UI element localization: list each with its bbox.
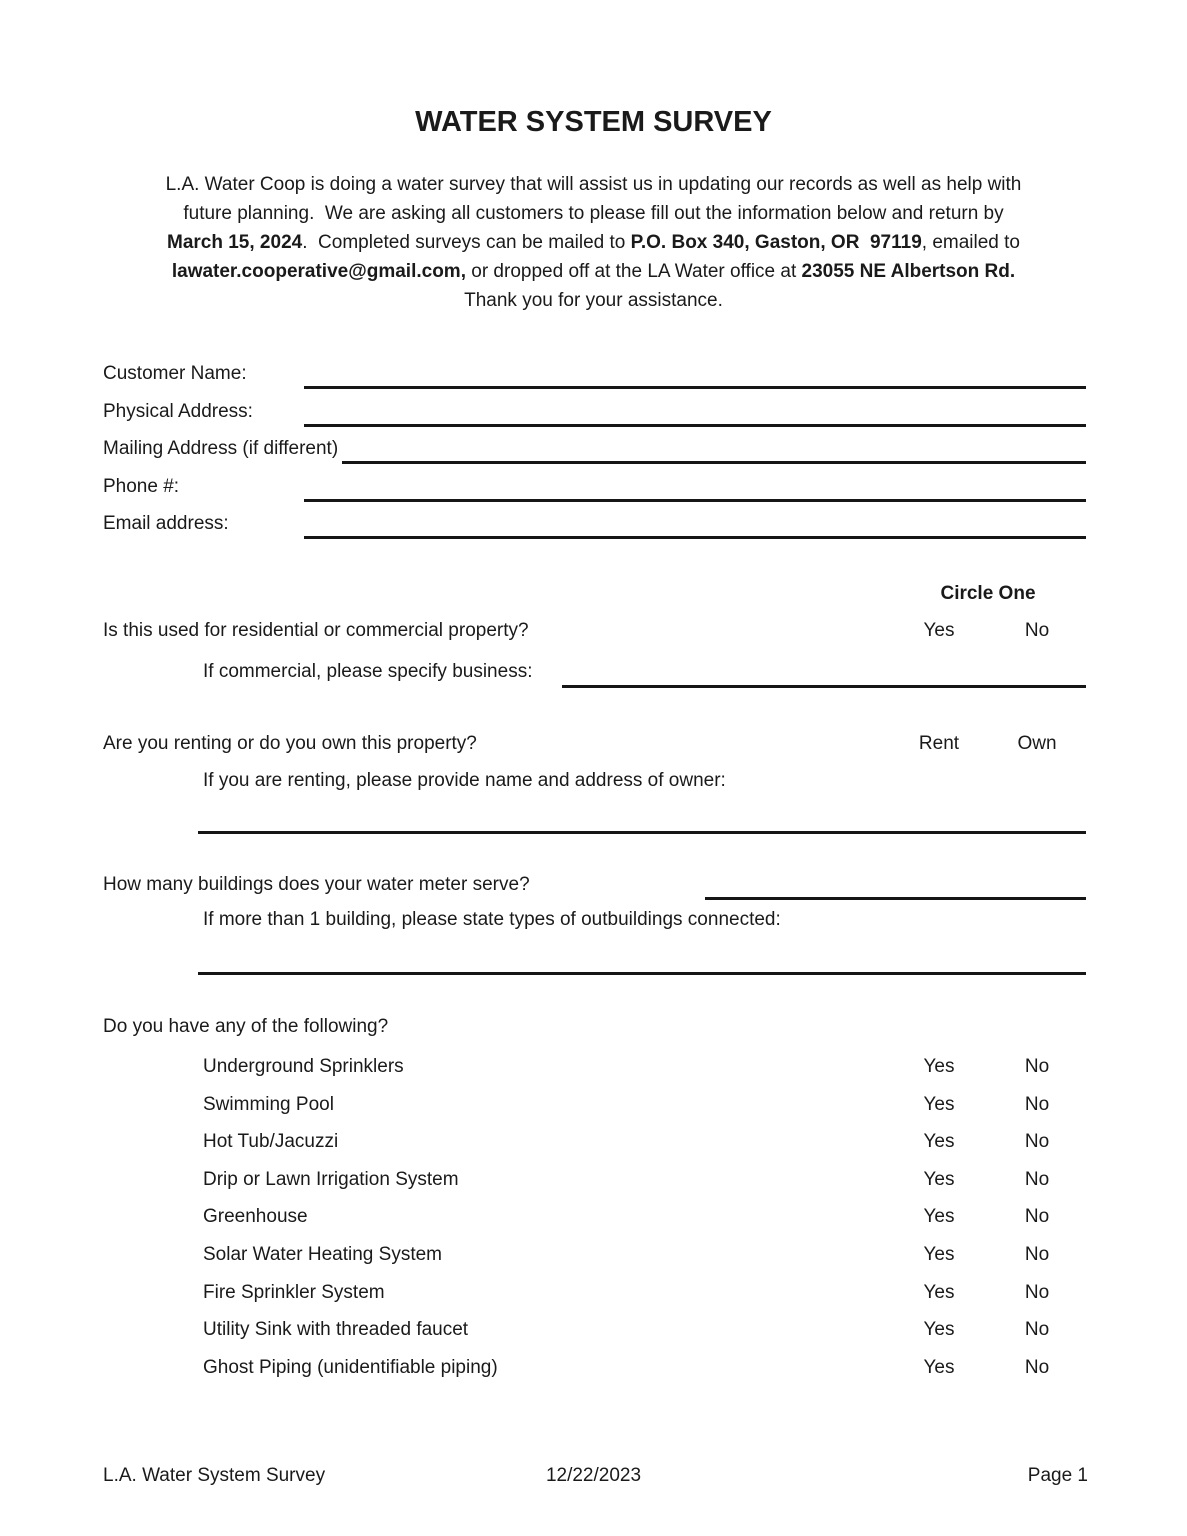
checklist-item-label: Solar Water Heating System bbox=[203, 1243, 442, 1265]
checklist-item-row bbox=[103, 1092, 1086, 1130]
question-renting-answers bbox=[890, 733, 1086, 755]
intro-bold-text: P.O. Box 340, Gaston, OR 97119 bbox=[630, 232, 922, 253]
checklist-item-answers bbox=[890, 1204, 1086, 1230]
question-buildings-row bbox=[103, 872, 1086, 900]
contact-fields-section bbox=[103, 361, 1086, 549]
answer-no: No bbox=[1024, 1168, 1050, 1190]
intro-text: future planning. We are asking all customers to please fill out the information below and return by bbox=[183, 203, 1004, 224]
intro-text: , emailed to bbox=[921, 232, 1020, 253]
intro-bold-text: March 15, 2024 bbox=[167, 232, 303, 253]
answer-yes: Yes bbox=[923, 1056, 955, 1077]
checklist-item-answers bbox=[890, 1355, 1086, 1381]
question-residential-text: Is this used for residential or commercial property? bbox=[103, 620, 529, 641]
checklist-item-answers bbox=[890, 1167, 1086, 1193]
checklist-item-label: Utility Sink with threaded faucet bbox=[203, 1319, 469, 1341]
blank-answer-line bbox=[304, 536, 1086, 539]
blank-answer-line bbox=[198, 972, 1086, 975]
field-label: Mailing Address (if different) bbox=[103, 438, 339, 459]
blank-answer-line bbox=[198, 831, 1086, 834]
answer-no: No bbox=[1024, 1281, 1050, 1303]
checklist-item-answers bbox=[890, 1317, 1086, 1343]
answer-yes: Yes bbox=[923, 1356, 955, 1378]
answer-rent: Rent bbox=[918, 733, 960, 754]
form-field-row bbox=[103, 399, 1086, 427]
question-renting-row bbox=[103, 733, 1086, 755]
checklist-item-label: Ghost Piping (unidentifiable piping) bbox=[203, 1356, 498, 1378]
blank-answer-line bbox=[562, 685, 1086, 688]
answer-no: No bbox=[1024, 1206, 1050, 1228]
intro-bold-text: 23055 NE Albertson Rd. bbox=[801, 261, 1016, 282]
answer-yes: Yes bbox=[923, 1243, 955, 1265]
answer-yes: Yes bbox=[923, 1093, 955, 1115]
blank-answer-line bbox=[342, 461, 1086, 464]
checklist-header-text: Do you have any of the following? bbox=[103, 1016, 389, 1037]
intro-text: L.A. Water Coop is doing a water survey that will assist us in updating our records as well as help with bbox=[165, 174, 1022, 195]
checklist-item-answers bbox=[890, 1054, 1086, 1080]
field-label: Physical Address: bbox=[103, 400, 253, 422]
checklist-item-row bbox=[103, 1129, 1086, 1167]
circle-one-header: Circle One bbox=[940, 583, 1036, 604]
question-commercial-sub-label: If commercial, please specify business: bbox=[203, 661, 533, 682]
question-residential-row bbox=[103, 620, 1086, 642]
answer-yes: Yes bbox=[923, 1206, 955, 1228]
footer-document-name: L.A. Water System Survey bbox=[103, 1465, 326, 1486]
form-field-row bbox=[103, 474, 1086, 502]
intro-text: . Completed surveys can be mailed to bbox=[302, 232, 631, 253]
checklist-item-label: Greenhouse bbox=[203, 1206, 308, 1228]
intro-bold-text: lawater.cooperative@gmail.com, bbox=[171, 261, 466, 282]
checklist-item-row bbox=[103, 1355, 1086, 1393]
form-field-row bbox=[103, 436, 1086, 464]
field-label: Email address: bbox=[103, 513, 229, 534]
form-field-row bbox=[103, 511, 1086, 539]
answer-yes: Yes bbox=[923, 1319, 955, 1341]
answer-own: Own bbox=[1017, 733, 1057, 754]
question-outbuildings-sub-label: If more than 1 building, please state types of outbuildings connected: bbox=[203, 909, 781, 930]
intro-line bbox=[58, 170, 1129, 199]
checklist-item-label: Hot Tub/Jacuzzi bbox=[203, 1131, 339, 1153]
blank-answer-line bbox=[304, 386, 1086, 389]
checklist-item-answers bbox=[890, 1092, 1086, 1118]
checklist-item-label: Drip or Lawn Irrigation System bbox=[203, 1168, 459, 1190]
checklist-header bbox=[103, 1016, 1086, 1038]
answer-no: No bbox=[1024, 1093, 1050, 1115]
form-field-row bbox=[103, 361, 1086, 389]
checklist-item-answers bbox=[890, 1129, 1086, 1155]
page-title: WATER SYSTEM SURVEY bbox=[415, 106, 772, 138]
footer-page-number: Page 1 bbox=[1027, 1465, 1088, 1486]
checklist-item-answers bbox=[890, 1280, 1086, 1306]
question-commercial-sub-row bbox=[203, 655, 1086, 688]
intro-line bbox=[58, 199, 1129, 228]
answer-no: No bbox=[1024, 1319, 1050, 1341]
intro-line bbox=[58, 286, 1129, 315]
question-owner-sub-label: If you are renting, please provide name and address of owner: bbox=[203, 770, 726, 791]
answer-no: No bbox=[1024, 1056, 1050, 1077]
intro-line bbox=[58, 228, 1129, 257]
answer-yes: Yes bbox=[923, 1131, 955, 1153]
intro-text: Thank you for your assistance. bbox=[464, 290, 723, 311]
checklist-item-label: Underground Sprinklers bbox=[203, 1056, 404, 1077]
blank-answer-line bbox=[304, 424, 1086, 427]
answer-yes: Yes bbox=[923, 1168, 955, 1190]
question-renting-text: Are you renting or do you own this property? bbox=[103, 733, 477, 754]
footer-date: 12/22/2023 bbox=[545, 1465, 642, 1486]
checklist-item-row bbox=[103, 1242, 1086, 1280]
page-footer bbox=[0, 1465, 1187, 1491]
question-residential-answers bbox=[890, 620, 1086, 642]
intro-paragraph bbox=[58, 170, 1129, 315]
question-buildings-text: How many buildings does your water meter serve? bbox=[103, 874, 530, 895]
blank-answer-line bbox=[304, 499, 1086, 502]
answer-no: No bbox=[1024, 1356, 1050, 1378]
checklist-item-row bbox=[103, 1167, 1086, 1205]
field-label: Customer Name: bbox=[103, 363, 247, 384]
intro-text: or dropped off at the LA Water office at bbox=[465, 261, 802, 282]
intro-line bbox=[58, 257, 1129, 286]
answer-no: No bbox=[1024, 1131, 1050, 1153]
checklist-section bbox=[103, 1054, 1086, 1392]
checklist-item-row bbox=[103, 1280, 1086, 1318]
question-outbuildings-sub-row bbox=[203, 909, 1086, 931]
answer-no: No bbox=[1024, 620, 1050, 641]
checklist-item-label: Fire Sprinkler System bbox=[203, 1281, 385, 1303]
answer-yes: Yes bbox=[923, 1281, 955, 1303]
checklist-item-row bbox=[103, 1204, 1086, 1242]
question-owner-sub-row bbox=[203, 770, 1086, 792]
checklist-item-row bbox=[103, 1054, 1086, 1092]
answer-yes: Yes bbox=[923, 620, 955, 641]
checklist-item-label: Swimming Pool bbox=[203, 1093, 334, 1115]
checklist-item-row bbox=[103, 1317, 1086, 1355]
answer-no: No bbox=[1024, 1243, 1050, 1265]
checklist-item-answers bbox=[890, 1242, 1086, 1268]
field-label: Phone #: bbox=[103, 475, 180, 497]
blank-answer-line bbox=[705, 897, 1086, 900]
